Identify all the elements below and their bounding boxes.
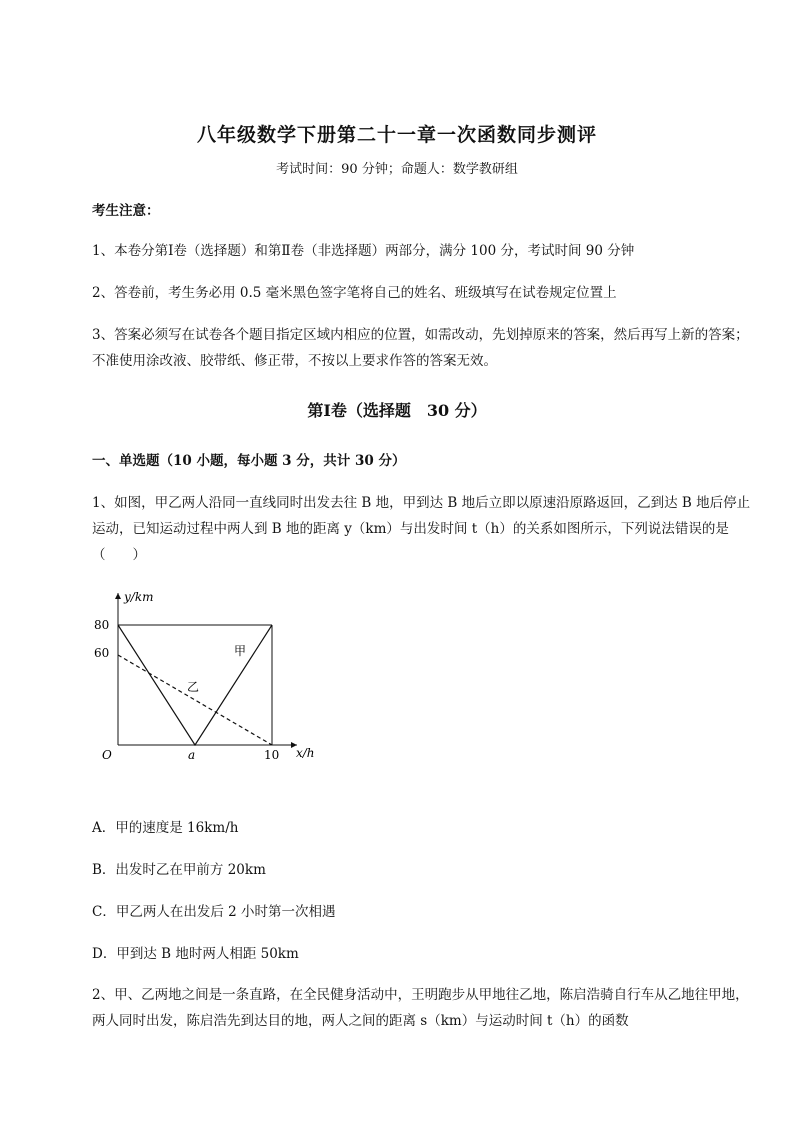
option-c: C．甲乙两人在出发后 2 小时第一次相遇 (92, 904, 336, 920)
series-yi-line (118, 655, 272, 745)
question-1-figure (92, 585, 332, 765)
notice-item-3: 3、答案必须写在试卷各个题目指定区域内相应的位置，如需改动，先划掉原来的答案，然后再写上新的答案；不准使用涂改液、胶带纸、修正带，不按以上要求作答的答案无效。 (92, 327, 749, 369)
y-tick-80: 80 (94, 618, 110, 632)
x-axis-label: x/h (296, 746, 315, 760)
x-tick-10: 10 (264, 748, 280, 762)
origin-label: O (102, 748, 112, 762)
page-subtitle: 考试时间：90 分钟；命题人：数学教研组 (276, 162, 518, 177)
y-axis-label: y/km (124, 590, 154, 604)
notice-item-2: 2、答卷前，考生务必用 0.5 毫米黑色签字笔将自己的姓名、班级填写在试卷规定位置上 (92, 285, 617, 301)
option-b: B．出发时乙在甲前方 20km (92, 862, 266, 878)
series-label-jia: 甲 (234, 644, 247, 658)
notice-heading: 考生注意： (92, 203, 160, 219)
question-1-text: 1、如图，甲乙两人沿同一直线同时出发去往 B 地，甲到达 B 地后立即以原速沿原路返回，乙到达 B 地后停止运动，已知运动过程中两人到 B 地的距离 y（km）与出发时间 t（h）的关系如图所示，下列说法错误的是（ ） (92, 495, 751, 563)
part-heading: 一、单选题（10 小题，每小题 3 分，共计 30 分） (92, 453, 406, 469)
notice-item-1: 1、本卷分第Ⅰ卷（选择题）和第Ⅱ卷（非选择题）两部分，满分 100 分，考试时间 90 分钟 (92, 243, 635, 259)
series-label-yi: 乙 (187, 680, 200, 694)
question-2-text: 2、甲、乙两地之间是一条直路，在全民健身活动中，王明跑步从甲地往乙地，陈启浩骑自行车从乙地往甲地，两人同时出发，陈启浩先到达目的地，两人之间的距离 s（km）与运动时间 t（h）的函数 (92, 987, 749, 1029)
x-tick-a: a (188, 748, 196, 762)
page-title: 八年级数学下册第二十一章一次函数同步测评 (196, 124, 597, 146)
y-tick-60: 60 (94, 646, 110, 660)
option-d: D．甲到达 B 地时两人相距 50km (92, 946, 299, 962)
section-title: 第Ⅰ卷（选择题 30 分） (307, 401, 487, 420)
function-graph (92, 585, 332, 765)
option-a: A．甲的速度是 16km/h (92, 820, 239, 836)
